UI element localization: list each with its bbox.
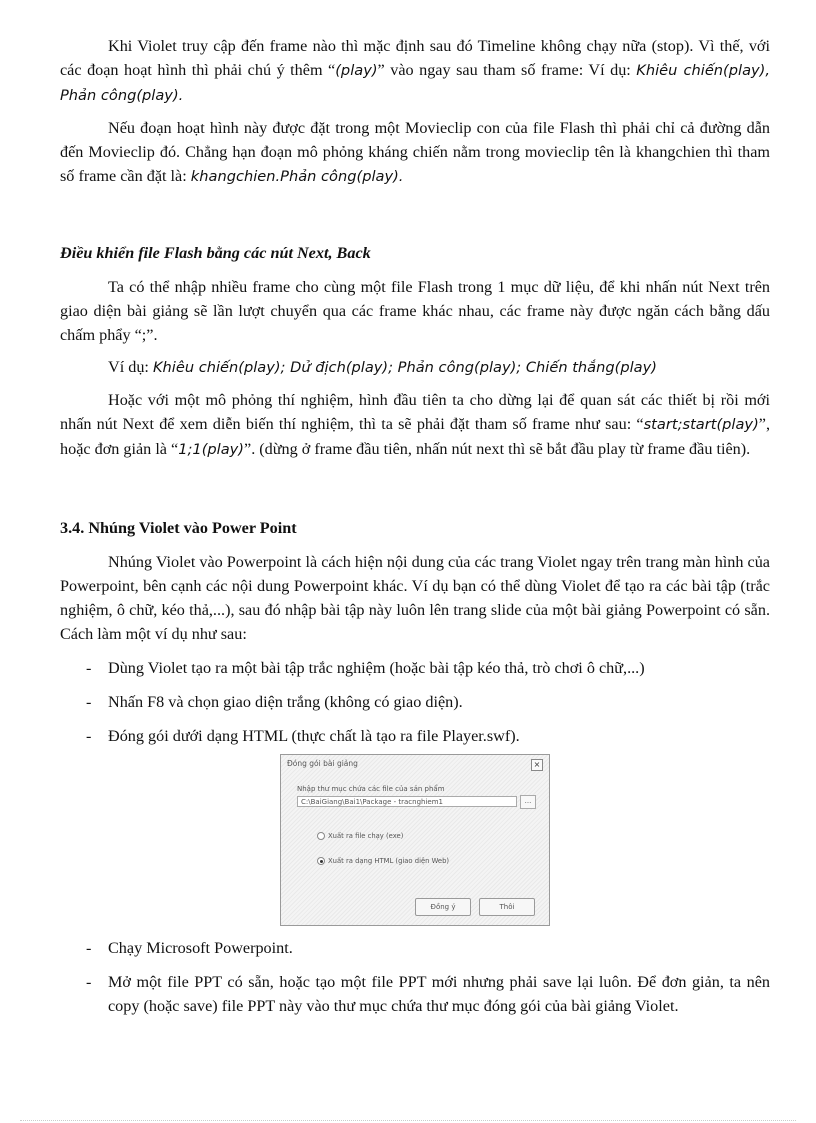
example-frames: Khiêu chiến(play), Phản công(play). bbox=[60, 62, 770, 104]
radio-selected-icon bbox=[317, 857, 325, 865]
list-item bbox=[60, 970, 770, 1018]
step-text: Mở một file PPT có sẵn, hoặc tạo một file PPT mới nhưng phải save lại luôn. Để đơn giản, ta nên copy (hoặc save) file PPT này vào thư mục chứa thư mục đóng gói của bài giảng Violet. bbox=[108, 973, 770, 1015]
code-play: (play) bbox=[335, 62, 378, 79]
paragraph-timeline-stop bbox=[60, 34, 770, 108]
text: ” vào ngay sau tham số frame: Ví dụ: bbox=[377, 61, 637, 79]
list-item bbox=[60, 936, 770, 960]
radio-label: Xuất ra file chạy (exe) bbox=[328, 832, 404, 840]
text: Nếu đoạn hoạt hình này được đặt trong một Movieclip con của file Flash thì phải chỉ cả đường dẫn đến Movieclip đó. Chẳng hạn đoạn mô phỏng kháng chiến nằm trong movieclip tên là khangchien thì tham số frame cần đặt là: bbox=[60, 119, 770, 185]
radio-html[interactable] bbox=[317, 857, 449, 865]
package-dialog-screenshot bbox=[280, 754, 550, 926]
section-heading-next-back: Điều khiển file Flash bằng các nút Next, Back bbox=[60, 244, 371, 262]
bullet: - bbox=[86, 659, 92, 677]
cancel-button[interactable]: Thôi bbox=[479, 898, 535, 916]
paragraph-embed-intro: Nhúng Violet vào Powerpoint là cách hiện nội dung của các trang Violet ngay trên trang màn hình của Powerpoint, bên cạnh các nội dung Powerpoint khác. Ví dụ bạn có thể dùng Violet để tạo ra các bài tập (trắc nghiệm, ô chữ, kéo thả,...), sau đó nhập bài tập này luôn lên trang slide của một bài giảng Powerpoint có sẵn. Cách làm một ví dụ như sau: bbox=[60, 553, 770, 643]
list-item bbox=[60, 656, 770, 680]
step-text: Nhấn F8 và chọn giao diện trắng (không có giao diện). bbox=[108, 693, 463, 711]
paragraph-movieclip-path bbox=[60, 116, 770, 189]
step-text: Đóng gói dưới dạng HTML (thực chất là tạo ra file Player.swf). bbox=[108, 727, 520, 745]
browse-button[interactable]: ... bbox=[520, 795, 536, 809]
example-frame-list: Khiêu chiến(play); Dử địch(play); Phản công(play); Chiến thắng(play) bbox=[152, 359, 657, 376]
text: Ví dụ: bbox=[108, 358, 153, 376]
bullet: - bbox=[86, 693, 92, 711]
example-path: khangchien.Phản công(play). bbox=[190, 168, 404, 185]
code-start: start;start(play) bbox=[643, 416, 759, 433]
radio-circle-icon bbox=[317, 832, 325, 840]
list-item bbox=[60, 690, 770, 714]
text: Khi Violet truy cập đến frame nào thì mặc định sau đó Timeline không chạy nữa (stop). Vì thế, với các đoạn hoạt hình thì phải chú ý thêm “ bbox=[60, 37, 770, 79]
radio-label: Xuất ra dạng HTML (giao diện Web) bbox=[328, 857, 450, 865]
step-text: Chạy Microsoft Powerpoint. bbox=[108, 939, 293, 957]
dialog-title: Đóng gói bài giảng bbox=[287, 759, 358, 768]
steps-list-continued bbox=[60, 936, 770, 1018]
steps-list bbox=[60, 656, 770, 748]
ok-button[interactable]: Đồng ý bbox=[415, 898, 471, 916]
code-frame-number: 1;1(play) bbox=[178, 441, 245, 458]
bullet: - bbox=[86, 973, 92, 991]
folder-input[interactable]: C:\BaiGiang\Bai1\Package - tracnghiem1 bbox=[297, 796, 517, 807]
folder-label: Nhập thư mục chứa các file của sản phẩm bbox=[297, 785, 445, 793]
step-text: Dùng Violet tạo ra một bài tập trắc nghiệm (hoặc bài tập kéo thả, trò chơi ô chữ,...) bbox=[108, 659, 645, 677]
bullet: - bbox=[86, 939, 92, 957]
text: Hoặc với một mô phỏng thí nghiệm, hình đầu tiên ta cho dừng lại để quan sát các thiết bị rồi mới nhấn nút Next để xem diễn biến thí nghiệm, thì ta sẽ phải đặt tham số frame như sau: “ bbox=[60, 391, 770, 433]
list-item bbox=[60, 724, 770, 748]
radio-exe[interactable] bbox=[317, 832, 403, 840]
section-heading-powerpoint: 3.4. Nhúng Violet vào Power Point bbox=[60, 519, 297, 537]
paragraph-example-frames bbox=[60, 355, 770, 380]
document-page bbox=[60, 34, 770, 1018]
text: ”, hoặc đơn giản là “ bbox=[60, 415, 770, 458]
page-divider bbox=[20, 1120, 796, 1121]
bullet: - bbox=[86, 727, 92, 745]
close-icon[interactable]: × bbox=[531, 759, 543, 771]
paragraph-multiple-frames: Ta có thể nhập nhiều frame cho cùng một file Flash trong 1 mục dữ liệu, để khi nhấn nút Next trên giao diện bài giảng sẽ lần lượt chuyển qua các frame khác nhau, các frame này được ngăn cách bằng dấu chấm phẩy “;”. bbox=[60, 278, 770, 344]
paragraph-experiment bbox=[60, 388, 770, 462]
text: ”. (dừng ở frame đầu tiên, nhấn nút next thì sẽ bắt đầu play từ frame đầu tiên). bbox=[244, 440, 751, 458]
